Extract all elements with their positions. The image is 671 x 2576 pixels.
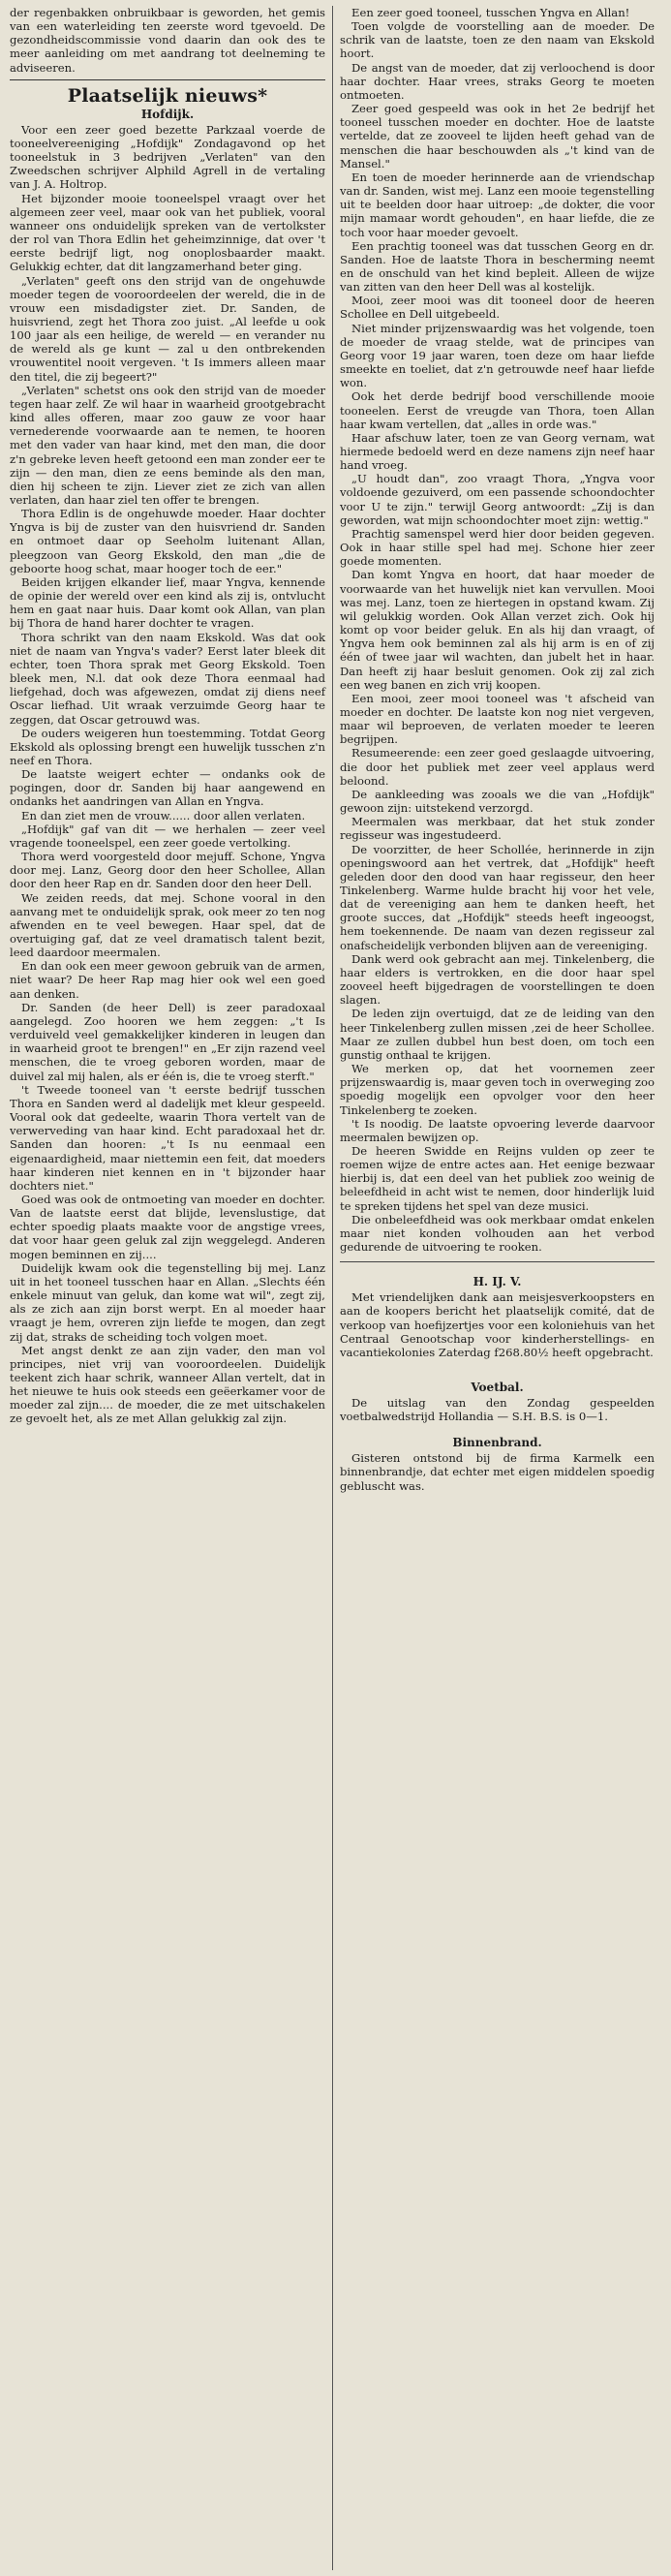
voetbal-paragraph: De uitslag van den Zondag gespeelden voetbalwedstrijd Hollandia — S.H. B.S. is 0—1.: [340, 1396, 655, 1424]
article-paragraph: Een mooi, zeer mooi tooneel was 't afscheid van moeder en dochter. De laatste kon nog niet vergeven, maar wil beproeven, de verlaten moeder te leeren begrijpen.: [340, 691, 655, 747]
article-paragraph: „Verlaten" schetst ons ook den strijd van de moeder tegen haar zelf. Ze wil haar in waarheid grootgebracht kind alles offeren, maar zoo gauw ze voor haar vernederende voorwaarde aan te nemen, te hooren met den vader van haar kind, met den man, die door z'n gebreke leven heeft getoond een man zonder eer te zijn — den man, dien ze eens beminde als den man, dien hij scheen te zijn. Liever ziet ze zich van allen verlaten, dan haar ziel ten offer te brengen.: [10, 383, 325, 507]
article-paragraph: En dan ziet men de vrouw...... door allen verlaten.: [21, 808, 306, 822]
article-paragraph: Duidelijk kwam ook die tegenstelling bij mej. Lanz uit in het tooneel tusschen haar en Allan. „Slechts één enkele minuut van geluk, dan kome wat wil", zegt zij, als ze zich aan zijn borst werpt. En al moeder haar vraagt je hem, ovreren zijn liefde te mogen, dan zegt zij dat, straks de scheiding toch volgen moet.: [10, 1260, 325, 1344]
article-paragraph: En dan ook een meer gewoon gebruik van de armen, niet waar? De heer Rap mag hier ook wel een goed aan denken.: [10, 959, 325, 1001]
article-paragraph: Haar afschuw later, toen ze van Georg vernam, wat hiermede bedoeld werd en deze namens zijn neef haar hand vroeg.: [340, 430, 655, 473]
article-paragraph: Prachtig samenspel werd hier door beiden gegeven. Ook in haar stille spel had mej. Schone hier zeer goede momenten.: [340, 526, 655, 569]
article-paragraph: De heeren Swidde en Reijns vulden op zeer te roemen wijze de entre actes aan. Het eenige bezwaar hierbij is, dat een deel van het publiek zoo weinig de beleefdheid in acht wist te nemen, door hinderlijk luid te spreken tijdens het spel van deze musici.: [340, 1143, 655, 1213]
article-paragraph: Dan komt Yngva en hoort, dat haar moeder de voorwaarde van het huwelijk niet kan vervullen. Mooi was mej. Lanz, toen ze hiertegen in opstand kwam. Zij wil gelukkig worden. Ook Allan verzet zich. Ook hij komt op voor beider geluk. En als hij dan vraagt, of Yngva hem ook beminnen zal als hij arm is en of zij één of twee jaar wil wachten, dan jubelt het in haar. Dan heeft zij haar besluit genomen. Ook zij zal zich een weg banen en zich vrij koopen.: [340, 568, 655, 692]
article-paragraph: „Hofdijk" gaf van dit — we herhalen — zeer veel vragende tooneelspel, een zeer goede vertolking.: [10, 822, 325, 850]
article-title-voetbal: Voetbal.: [471, 1381, 524, 1394]
article-divider: [340, 1261, 655, 1262]
article-paragraph: De aankleeding was zooals we die van „Hofdijk" gewoon zijn: uitstekend verzorgd.: [340, 787, 655, 816]
article-paragraph: Een zeer goed tooneel, tusschen Yngva en Allan!: [351, 6, 630, 19]
article-paragraph: Thora schrikt van den naam Ekskold. Was dat ook niet de naam van Yngva's vader? Eerst later bleek dit echter, toen Thora sprak met Georg Ekskold. Toen bleek men, N.l. dat ook deze Thora eenmaal had liefgehad, doch was afgewezen, omdat zij diens neef Oscar liefhad. Uit wraak verzuimde Georg haar te zeggen, dat Oscar getrouwd was.: [10, 630, 325, 727]
section-title: Plaatselijk nieuws*: [67, 84, 268, 107]
article-paragraph: Ook het derde bedrijf bood verschillende mooie tooneelen. Eerst de vreugde van Thora, toen Allan haar kwam vertellen, dat „alles in orde was.": [340, 389, 655, 431]
article-paragraph: 't Tweede tooneel van 't eerste bedrijf tusschen Thora en Sanden werd al dadelijk met kleur gespeeld. Vooral ook dat gedeelte, waarin Thora vertelt van de verwerveding van haar kind. Echt paradoxaal het dr. Sanden dan hooren: „'t Is nu eenmaal een eigenaardigheid, maar niettemin een feit, dat moeders haar kinderen niet kennen en in 't bijzonder haar dochters niet.": [10, 1082, 325, 1193]
article-title-hijv: H. IJ. V.: [473, 1275, 522, 1289]
article-paragraph: Niet minder prijzenswaardig was het volgende, toen de moeder de vraag stelde, wat de principes van Georg voor 19 jaar waren, toen deze om haar liefde smeekte en toeliet, dat z'n getrouwde neef haar liefde won.: [340, 321, 655, 390]
article-paragraph: Zeer goed gespeeld was ook in het 2e bedrijf het tooneel tusschen moeder en dochter. Hoe de laatste vertelde, dat ze zooveel te lijden heeft gehad van de menschen die haar beschouwden als „'t kind van de Mansel.": [340, 102, 655, 171]
binnenbrand-paragraph: Gisteren ontstond bij de firma Karmelk een binnenbrandje, dat echter met eigen middelen spoedig gebluscht was.: [340, 1451, 655, 1493]
article-paragraph: Thora Edlin is de ongehuwde moeder. Haar dochter Yngva is bij de zuster van den huisvriend dr. Sanden en ontmoet daar op Seeholm luitenant Allan, pleegzoon van Georg Ekskold, den man „die de geboorte hoog schat, maar hooger toch de eer.": [10, 507, 325, 575]
intro-paragraph: der regenbakken onbruikbaar is geworden, het gemis van een waterleiding ten zeerste word tgevoeld. De gezondheidscommissie vond daarin dan ook des te meer aanleiding om met aandrang tot deelneming te adviseeren.: [10, 6, 325, 75]
article-paragraph: De voorzitter, de heer Schollée, herinnerde in zijn openingswoord aan het vertrek, dat „Hofdijk" heeft geleden door den dood van haar regisseur, den heer Tinkelenberg. Warme hulde bracht hij voor het vele, dat de vereeniging aan hem te danken heeft, het groote succes, dat „Hofdijk" steeds heeft ingeoogst, hem toekennende. De naam van dezen regisseur zal onafscheidelijk verbonden blijven aan de vereeniging.: [340, 842, 655, 952]
article-paragraph: De leden zijn overtuigd, dat ze de leiding van den heer Tinkelenberg zullen missen ,zei de heer Schollee. Maar ze zullen dubbel hun best doen, om toch een gunstig onthaal te krijgen.: [340, 1007, 655, 1062]
article-paragraph: Beiden krijgen elkander lief, maar Yngva, kennende de opinie der wereld over een kind als zij is, ontvlucht hem en gaat naar huis. Daar komt ook Allan, van plan bij Thora de hand harer dochter te vragen.: [10, 574, 325, 631]
article-paragraph: „U houdt dan", zoo vraagt Thora, „Yngva voor voldoende gezuiverd, om een passende schoondochter voor U te zijn." terwijl Georg antwoordt: „Zij is dan geworden, wat mijn schoondochter moet zijn: wettig.": [340, 472, 655, 527]
article-paragraph: We zeiden reeds, dat mej. Schone vooral in den aanvang met te onduidelijk sprak, ook meer zo ten nog afwenden en te veel bewegen. Haar spel, dat de overtuiging gaf, dat ze veel dramatisch talent bezit, leed daardoor meermalen.: [10, 890, 325, 960]
article-title-hofdijk: Hofdijk.: [140, 107, 195, 121]
article-paragraph: Mooi, zeer mooi was dit tooneel door de heeren Schollee en Dell uitgebeeld.: [340, 294, 655, 322]
article-paragraph: Voor een zeer goed bezette Parkzaal voerde de tooneelvereeniging „Hofdijk" Zondagavond op het tooneelstuk in 3 bedrijven „Verlaten" van den Zweedschen schrijver Alphild Agrell in de vertaling van J. A. Holtrop.: [10, 122, 325, 192]
article-title-binnenbrand: Binnenbrand.: [452, 1436, 542, 1450]
left-column: [10, 6, 332, 2570]
article-paragraph: We merken op, dat het voornemen zeer prijzenswaardig is, maar geven toch in overweging zoo spoedig mogelijk een opvolger voor den heer Tinkelenberg te zoeken.: [340, 1062, 655, 1117]
spacer: [340, 1268, 655, 1275]
article-paragraph: De ouders weigeren hun toestemming. Totdat Georg Ekskold als oplossing brengt een huwelijk tusschen z'n neef en Thora.: [10, 726, 325, 767]
article-paragraph: De angst van de moeder, dat zij verloochend is door haar dochter. Haar vrees, straks Georg te moeten ontmoeten.: [340, 60, 655, 102]
article-paragraph: Resumeerende: een zeer goed geslaagde uitvoering, die door het publiek met zeer veel applaus werd beloond.: [340, 746, 655, 788]
article-paragraph: Dank werd ook gebracht aan mej. Tinkelenberg, die haar elders is vertrokken, en die door haar spel zooveel heeft bijgedragen de voorstellingen te doen slagen.: [340, 951, 655, 1008]
article-paragraph: Het bijzonder mooie tooneelspel vraagt over het algemeen zeer veel, maar ook van het publiek, vooral wanneer ons onduidelijk spreken van de vertolkster der rol van Thora Edlin het geheimzinnige, dat over 't eerste bedrijf ligt, nog onoplosbaarder maakt. Gelukkig echter, dat dit langzamerhand beter ging.: [10, 191, 325, 274]
article-paragraph: Toen volgde de voorstelling aan de moeder. De schrik van de laatste, toen ze den naam van Ekskold hoort.: [340, 19, 655, 61]
spacer: [340, 1423, 655, 1430]
spacer: [340, 1359, 655, 1381]
article-paragraph: Dr. Sanden (de heer Dell) is zeer paradoxaal aangelegd. Zoo hooren we hem zeggen: „'t Is verduiveld veel gemakkelijker kinderen in leugen dan in waarheid groot te brengen!" en „Er zijn razend veel menschen, die te vroeg geboren worden, maar de duivel zal mij halen, als er één is, die te vroeg sterft.": [10, 1000, 325, 1083]
right-column: [332, 6, 655, 2570]
article-paragraph: Goed was ook de ontmoeting van moeder en dochter. Van de laatste eerst dat blijde, levenslustige, dat echter spoedig plaats maakte voor de angstige vrees, dat voor haar geen geluk zal zijn weggelegd. Anderen mogen beminnen en zij....: [10, 1192, 325, 1261]
article-paragraph: Meermalen was merkbaar, dat het stuk zonder regisseur was ingestudeerd.: [340, 815, 655, 843]
section-divider: [10, 79, 325, 80]
hijv-paragraph: Met vriendelijken dank aan meisjesverkoopsters en aan de koopers bericht het plaatselijk comité, dat de verkoop van hoefijzertjes voor een koloniehuis van het Centraal Genootschap voor kinderherstellings- en vacantiekolonies Zaterdag f268.80½ heeft opgebracht.: [340, 1290, 655, 1359]
article-paragraph: 't Is noodig. De laatste opvoering leverde daarvoor meermalen bewijzen op.: [340, 1116, 655, 1144]
article-paragraph: Met angst denkt ze aan zijn vader, den man vol principes, niet vrij van vooroordeelen. Duidelijk teekent zich haar schrik, wanneer Allan vertelt, dat in het nieuwe te huis ook steeds een geëerkamer voor de moeder zal zijn.... de moeder, die ze met uitschakelen ze gevoelt het, als ze met Allan gelukkig zal zijn.: [10, 1343, 325, 1426]
article-paragraph: Een prachtig tooneel was dat tusschen Georg en dr. Sanden. Hoe de laatste Thora in bescherming neemt en de onschuld van het kind bepleit. Alleen de wijze van zitten van den heer Dell was al kostelijk.: [340, 238, 655, 295]
article-paragraph: „Verlaten" geeft ons den strijd van de ongehuwde moeder tegen de vooroordeelen der wereld, die in de vrouw een misdadigster ziet. Dr. Sanden, de huisvriend, zegt het Thora zoo juist. „Al leefde u ook 100 jaar als een heilige, de wereld — en verander nu de wereld als ge kunt — zal u den ontbrekenden vrouwentitel nooit vergeven. 't Is immers alleen maar den titel, die zij begeert?": [10, 273, 325, 384]
article-paragraph: Thora werd voorgesteld door mejuff. Schone, Yngva door mej. Lanz, Georg door den heer Schollee, Allan door den heer Rap en dr. Sanden door den heer Dell.: [10, 850, 325, 891]
article-paragraph: Die onbeleefdheid was ook merkbaar omdat enkelen maar niet konden volhouden aan het verbod gedurende de uitvoering te rooken.: [340, 1212, 655, 1255]
article-paragraph: De laatste weigert echter — ondanks ook de pogingen, door dr. Sanden bij haar aangewend en ondanks het aandringen van Allan en Yngva.: [10, 767, 325, 809]
article-paragraph: En toen de moeder herinnerde aan de vriendschap van dr. Sanden, wist mej. Lanz een mooie tegenstelling uit te beelden door haar uitroep: „de dokter, die voor mijn mamaar wordt gehouden", en haar liefde, die ze toch voor haar moeder gevoelt.: [340, 170, 655, 239]
